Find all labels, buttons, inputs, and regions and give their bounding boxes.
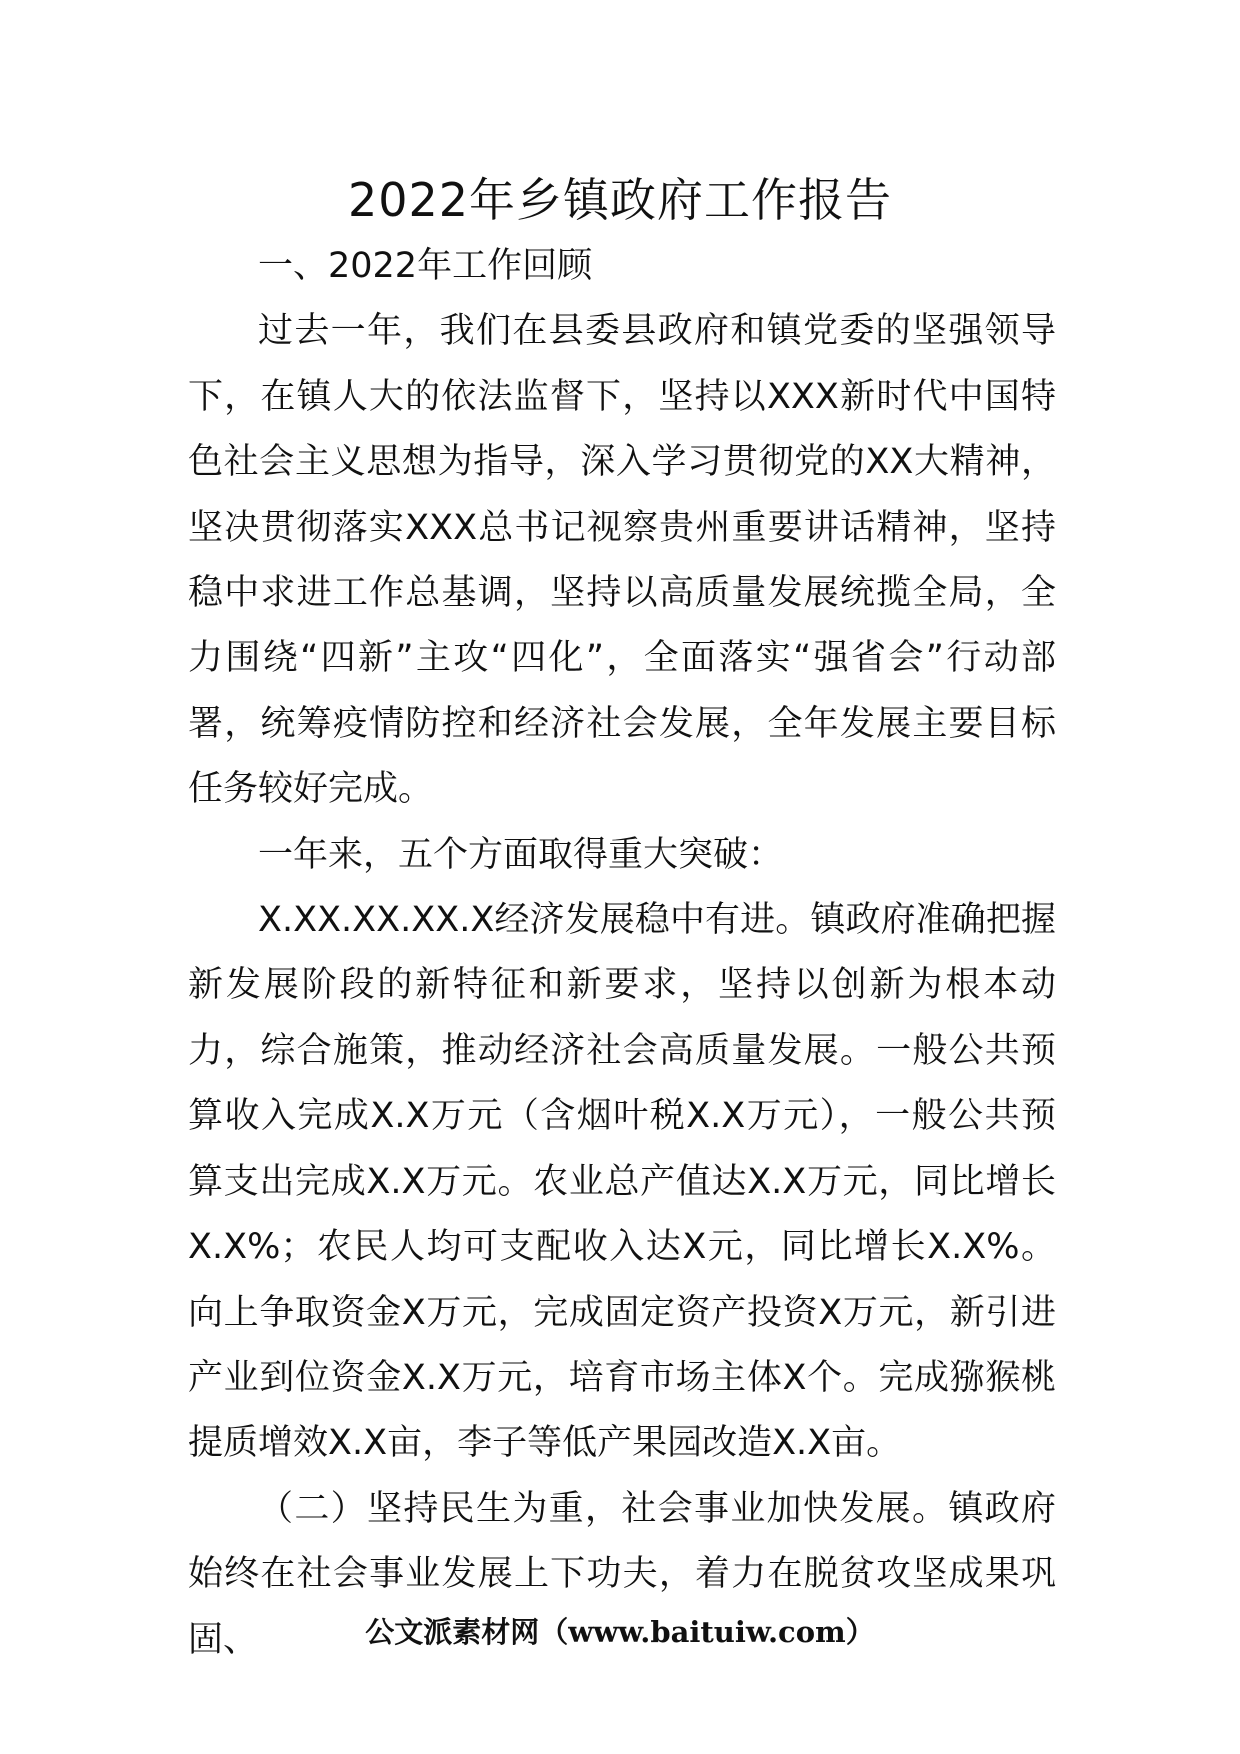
paragraph-livelihood: （二）坚持民生为重，社会事业加快发展。镇政府始终在社会事业发展上下功夫，着力在脱贫攻坚成果巩固、 (188, 1488, 1056, 1660)
section-heading: 一、2022年工作回顾 (258, 246, 593, 286)
paragraph-breakthroughs: 一年来，五个方面取得重大突破： (258, 834, 784, 875)
document-title: 2022年乡镇政府工作报告 (347, 173, 893, 227)
paragraph-economy: X.XX.XX.XX.X经济发展稳中有进。镇政府准确把握新发展阶段的新特征和新要求，坚持以创新为根本动力，综合施策，推动经济社会高质量发展。一般公共预算收入完成X.X万元（含烟叶税X.X万元），一般公共预算支出完成X.X万元。农业总产值达X.X万元，同比增长X.X%；农民人均可支配收入达X元，同比增长X.X%。向上争取资金X万元，完成固定资产投资X万元，新引进产业到位资金X.X万元，培育市场主体X个。完成猕猴桃提质增效X.X亩，李子等低产果园改造X.X亩。 (188, 900, 1056, 1464)
document-body (188, 234, 1056, 1673)
footer-watermark: 公文派素材网（www.baituiw.com） (365, 1615, 875, 1649)
paragraph-review-intro: 过去一年，我们在县委县政府和镇党委的坚强领导下，在镇人大的依法监督下，坚持以XXX新时代中国特色社会主义思想为指导，深入学习贯彻党的XX大精神，坚决贯彻落实XXX总书记视察贵州重要讲话精神，坚持稳中求进工作总基调，坚持以高质量发展统揽全局，全力围绕“四新”主攻“四化”，全面落实“强省会”行动部署，统筹疫情防控和经济社会发展，全年发展主要目标任务较好完成。 (188, 311, 1056, 810)
